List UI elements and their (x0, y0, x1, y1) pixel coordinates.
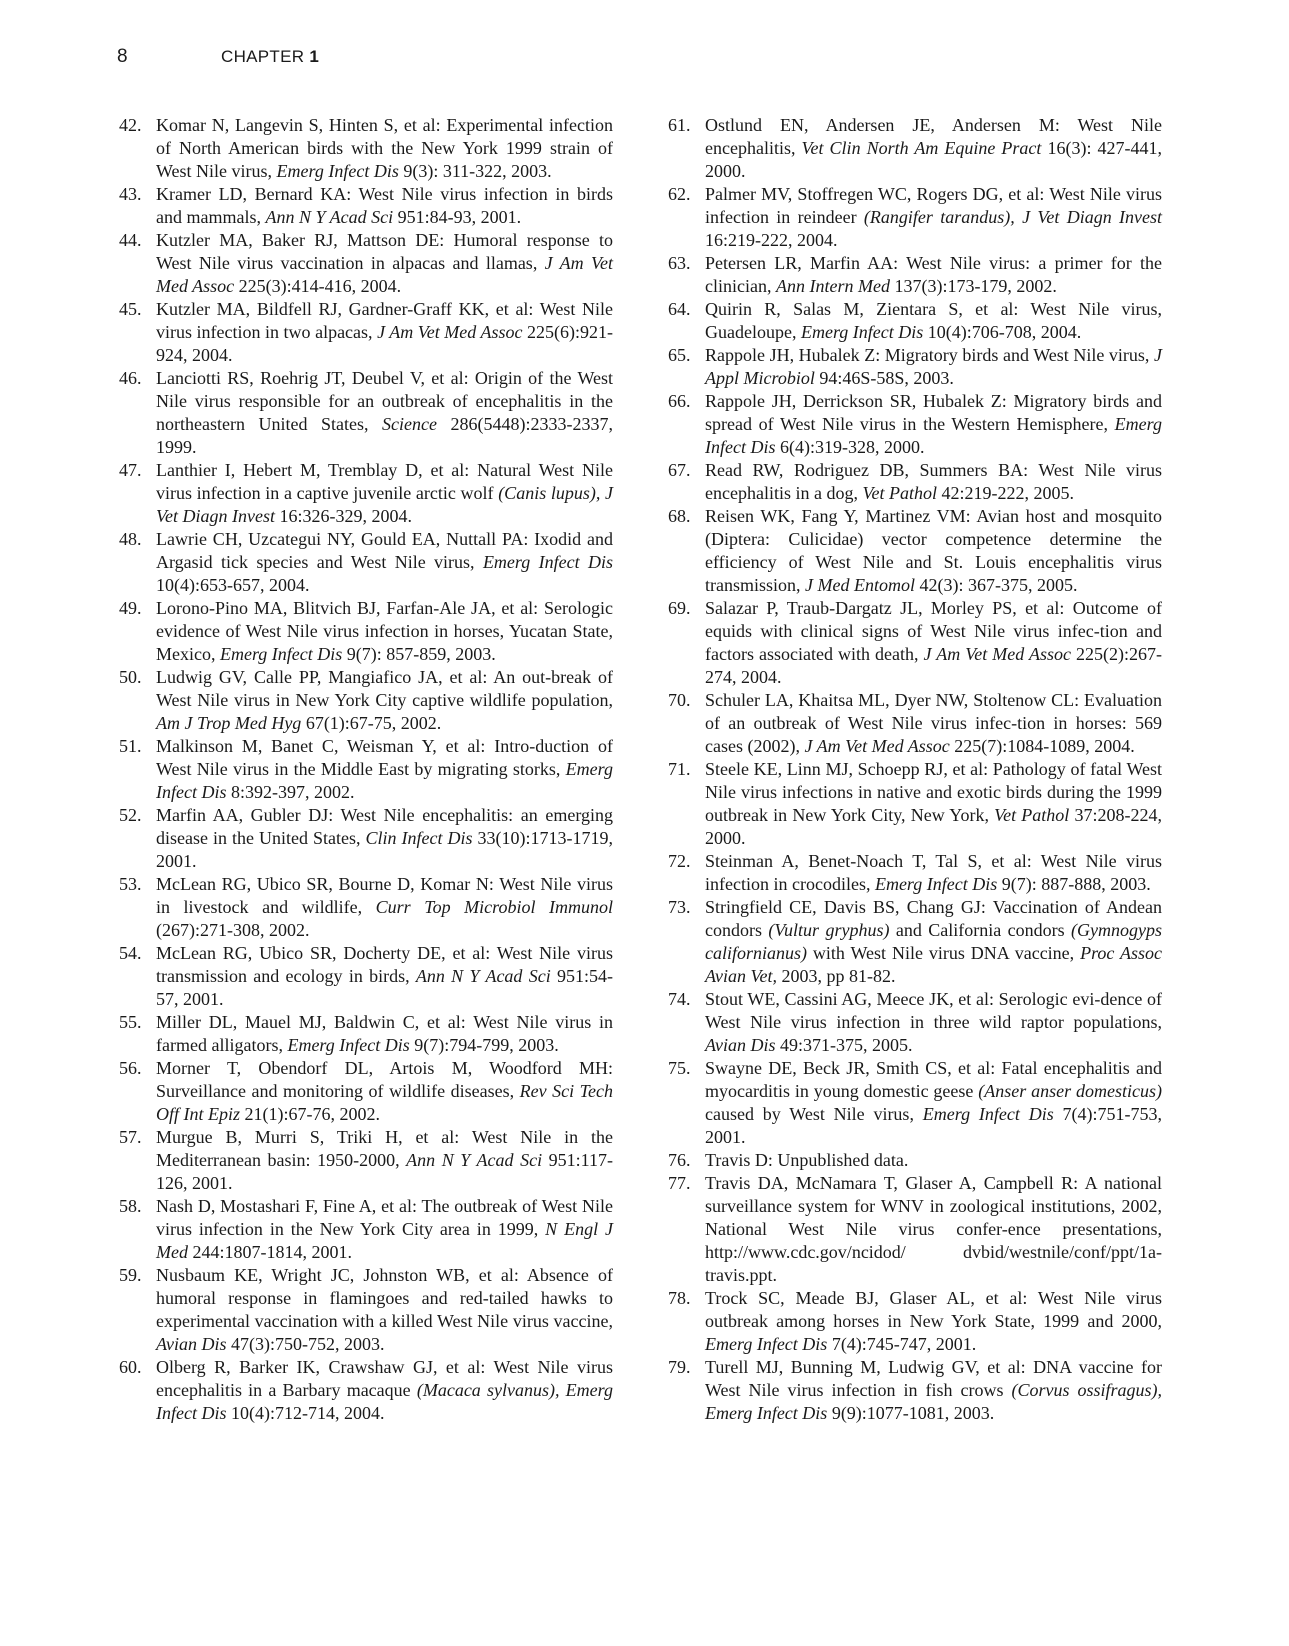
citation-text: 225(2):267-274, 2004. (705, 644, 1162, 687)
journal-title: Proc Assoc Avian Vet, (705, 943, 1162, 986)
reference-text (156, 942, 613, 1011)
journal-title: N Engl J Med (156, 1219, 613, 1262)
citation-text: 67(1):67-75, 2002. (301, 713, 442, 733)
reference-text (705, 1287, 1162, 1356)
journal-title: Rev Sci Tech Off Int Epiz (156, 1081, 613, 1124)
reference-entry (119, 597, 613, 666)
page-number: 8 (117, 46, 128, 67)
reference-number: 57. (119, 1127, 142, 1147)
citation-text: (267):271-308, 2002. (156, 920, 310, 940)
citation-text: Read RW, Rodriguez DB, Summers BA: West Nile virus encephalitis in a dog, (705, 460, 1162, 503)
reference-entry (119, 1264, 613, 1356)
reference-number: 79. (668, 1357, 691, 1377)
reference-entry (668, 758, 1162, 850)
reference-entry (119, 229, 613, 298)
reference-text (705, 505, 1162, 597)
journal-title: Curr Top Microbiol Immunol (375, 897, 613, 917)
journal-title: Vet Pathol (994, 805, 1070, 825)
citation-text: 9(3): 311-322, 2003. (398, 161, 552, 181)
citation-text: Morner T, Obendorf DL, Artois M, Woodford MH: Surveillance and monitoring of wildlife diseases, (156, 1058, 613, 1101)
reference-number: 51. (119, 736, 142, 756)
citation-text: 94:46S-58S, 2003. (814, 368, 954, 388)
reference-text (705, 689, 1162, 758)
citation-text: 9(7): 857-859, 2003. (342, 644, 496, 664)
reference-number: 54. (119, 943, 142, 963)
reference-text (156, 1356, 613, 1425)
journal-title: Ann Intern Med (775, 276, 890, 296)
reference-number: 69. (668, 598, 691, 618)
journal-title: (Rangifer tarandus), J Vet Diagn Invest (863, 207, 1163, 227)
reference-entry (119, 1057, 613, 1126)
reference-number: 66. (668, 391, 691, 411)
reference-entry (119, 114, 613, 183)
citation-text: 16:219-222, 2004. (705, 230, 838, 250)
reference-number: 75. (668, 1058, 691, 1078)
citation-text: Travis D: Unpublished data. (705, 1150, 909, 1170)
reference-number: 77. (668, 1173, 691, 1193)
reference-text (705, 459, 1162, 505)
reference-entry (119, 528, 613, 597)
reference-entry (119, 804, 613, 873)
journal-title: J Am Vet Med Assoc (804, 736, 950, 756)
journal-title: Avian Dis (705, 1035, 776, 1055)
reference-number: 63. (668, 253, 691, 273)
journal-title: Ann N Y Acad Sci (415, 966, 551, 986)
reference-text (705, 183, 1162, 252)
citation-text: McLean RG, Ubico SR, Docherty DE, et al: West Nile virus transmission and ecology in birds, (156, 943, 613, 986)
citation-text: Komar N, Langevin S, Hinten S, et al: Experimental infection of North American birds with the New York 1999 strain of West Nile virus, (156, 115, 613, 181)
references-left-column (119, 114, 613, 1425)
citation-text: 7(4):751-753, 2001. (705, 1104, 1163, 1147)
reference-number: 61. (668, 115, 691, 135)
citation-text: 8:392-397, 2002. (226, 782, 355, 802)
reference-entry (668, 183, 1162, 252)
citation-text: Lanthier I, Hebert M, Tremblay D, et al: Natural West Nile virus infection in a captive juvenile arctic wolf (156, 460, 613, 503)
citation-text: Olberg R, Barker IK, Crawshaw GJ, et al: West Nile virus encephalitis in a Barbary macaque (156, 1357, 613, 1400)
citation-text: 951:54-57, 2001. (156, 966, 613, 1009)
citation-text: 6(4):319-328, 2000. (775, 437, 925, 457)
journal-title: Avian Dis (156, 1334, 227, 1354)
journal-title: J Am Vet Med Assoc (923, 644, 1071, 664)
citation-text: Rappole JH, Hubalek Z: Migratory birds and West Nile virus, (705, 345, 1154, 365)
citation-text: McLean RG, Ubico SR, Bourne D, Komar N: West Nile virus in livestock and wildlife, (156, 874, 613, 917)
reference-number: 47. (119, 460, 142, 480)
citation-text: Nash D, Mostashari F, Fine A, et al: The outbreak of West Nile virus infection in the New York City area in 1999, (156, 1196, 613, 1239)
citation-text: 951:84-93, 2001. (393, 207, 522, 227)
journal-title: Emerg Infect Dis (482, 552, 613, 572)
reference-entry (119, 942, 613, 1011)
reference-entry (119, 459, 613, 528)
reference-text (156, 597, 613, 666)
reference-entry (119, 298, 613, 367)
citation-text: Stringfield CE, Davis BS, Chang GJ: Vaccination of Andean condors (705, 897, 1162, 940)
citation-text: Swayne DE, Beck JR, Smith CS, et al: Fatal encephalitis and myocarditis in young domestic geese (705, 1058, 1162, 1101)
citation-text: Reisen WK, Fang Y, Martinez VM: Avian host and mosquito (Diptera: Culicidae) vector competence determine the efficiency of West Nile and St. Louis encephalitis virus transmission, (705, 506, 1162, 595)
journal-title: Science (382, 414, 437, 434)
citation-text: Lanciotti RS, Roehrig JT, Deubel V, et al: Origin of the West Nile virus responsible for an outbreak of encephalitis in the northeastern United States, (156, 368, 613, 434)
reference-number: 76. (668, 1150, 691, 1170)
journal-title: Emerg Infect Dis (705, 1334, 828, 1354)
reference-entry (119, 183, 613, 229)
chapter-label (221, 47, 319, 67)
reference-number: 71. (668, 759, 691, 779)
reference-number: 65. (668, 345, 691, 365)
journal-title: (Gymnogyps californianus) (705, 920, 1162, 963)
reference-entry (668, 390, 1162, 459)
citation-text: 225(6):921-924, 2004. (156, 322, 613, 365)
reference-text (705, 988, 1162, 1057)
citation-text: with West Nile virus DNA vaccine, (807, 943, 1081, 963)
reference-entry (668, 988, 1162, 1057)
reference-number: 60. (119, 1357, 142, 1377)
citation-text: 2003, pp 81-82. (776, 966, 896, 986)
reference-text (156, 459, 613, 528)
reference-number: 45. (119, 299, 142, 319)
citation-text: 42:219-222, 2005. (936, 483, 1074, 503)
reference-text (156, 528, 613, 597)
citation-text: 244:1807-1814, 2001. (187, 1242, 352, 1262)
reference-entry (119, 1195, 613, 1264)
journal-title: (Macaca sylvanus), Emerg Infect Dis (156, 1380, 613, 1423)
journal-title: J Med Entomol (805, 575, 915, 595)
reference-entry (668, 1287, 1162, 1356)
journal-title: Emerg Infect Dis (800, 322, 924, 342)
page-header (117, 46, 319, 76)
journal-title: (Anser anser domesticus) (978, 1081, 1162, 1101)
reference-entry (119, 1356, 613, 1425)
reference-text (156, 183, 613, 229)
reference-entry (668, 597, 1162, 689)
journal-title: Vet Clin North Am Equine Pract (801, 138, 1042, 158)
citation-text: 7(4):745-747, 2001. (827, 1334, 977, 1354)
journal-title: Emerg Infect Dis (287, 1035, 410, 1055)
journal-title: Emerg Infect Dis (276, 161, 399, 181)
citation-text: Schuler LA, Khaitsa ML, Dyer NW, Stoltenow CL: Evaluation of an outbreak of West Nile virus infec-tion in horses: 569 cases (2002), (705, 690, 1162, 756)
journal-title: Emerg Infect Dis (874, 874, 998, 894)
reference-number: 46. (119, 368, 142, 388)
reference-entry (119, 367, 613, 459)
reference-text (705, 1356, 1162, 1425)
citation-text: and California condors (889, 920, 1072, 940)
citation-text: Salazar P, Traub-Dargatz JL, Morley PS, et al: Outcome of equids with clinical signs of West Nile virus infec-tion and factors associated with death, (705, 598, 1162, 664)
reference-number: 74. (668, 989, 691, 1009)
reference-text (705, 114, 1162, 183)
reference-entry (668, 114, 1162, 183)
citation-text: 9(7): 887-888, 2003. (997, 874, 1151, 894)
journal-title: Ann N Y Acad Sci (406, 1150, 543, 1170)
reference-entry (668, 1356, 1162, 1425)
reference-text (156, 735, 613, 804)
citation-text: Marfin AA, Gubler DJ: West Nile encephalitis: an emerging disease in the United States, (156, 805, 613, 848)
reference-text (705, 896, 1162, 988)
reference-entry (119, 1011, 613, 1057)
citation-text: Malkinson M, Banet C, Weisman Y, et al: Intro-duction of West Nile virus in the Middle East by migrating storks, (156, 736, 613, 779)
reference-number: 62. (668, 184, 691, 204)
reference-number: 73. (668, 897, 691, 917)
citation-text: Stout WE, Cassini AG, Meece JK, et al: Serologic evi-dence of West Nile virus infection in three wild raptor populations, (705, 989, 1162, 1032)
reference-text (156, 666, 613, 735)
reference-text (156, 229, 613, 298)
reference-text (156, 1195, 613, 1264)
reference-text (705, 344, 1162, 390)
citation-text: 37:208-224, 2000. (705, 805, 1162, 848)
citation-text: 47(3):750-752, 2003. (226, 1334, 385, 1354)
reference-entry (668, 1057, 1162, 1149)
reference-number: 43. (119, 184, 142, 204)
citation-text: Ludwig GV, Calle PP, Mangiafico JA, et al: An out-break of West Nile virus in New York City captive wildlife population, (156, 667, 613, 710)
reference-text (705, 1057, 1162, 1149)
citation-text: Steinman A, Benet-Noach T, Tal S, et al: West Nile virus infection in crocodiles, (705, 851, 1162, 894)
citation-text: Rappole JH, Derrickson SR, Hubalek Z: Migratory birds and spread of West Nile virus in the Western Hemisphere, (705, 391, 1162, 434)
reference-number: 50. (119, 667, 142, 687)
reference-text (705, 850, 1162, 896)
citation-text: Kramer LD, Bernard KA: West Nile virus infection in birds and mammals, (156, 184, 613, 227)
reference-text (156, 804, 613, 873)
reference-text (705, 758, 1162, 850)
citation-text: 33(10):1713-1719, 2001. (156, 828, 613, 871)
reference-entry (668, 689, 1162, 758)
reference-text (156, 1264, 613, 1356)
reference-number: 55. (119, 1012, 142, 1032)
reference-entry (668, 505, 1162, 597)
reference-text (156, 114, 613, 183)
reference-text (156, 367, 613, 459)
journal-title: Ann N Y Acad Sci (265, 207, 394, 227)
journal-title: Clin Infect Dis (365, 828, 473, 848)
citation-text: 16:326-329, 2004. (274, 506, 412, 526)
chapter-word: CHAPTER (221, 47, 305, 66)
reference-number: 78. (668, 1288, 691, 1308)
journal-title: J Am Vet Med Assoc (156, 253, 614, 296)
reference-entry (119, 873, 613, 942)
chapter-number: 1 (309, 47, 320, 66)
citation-text: Trock SC, Meade BJ, Glaser AL, et al: West Nile virus outbreak among horses in New York State, 1999 and 2000, (705, 1288, 1162, 1331)
journal-title: Emerg Infect Dis (922, 1104, 1054, 1124)
journal-title: Emerg Infect Dis (219, 644, 343, 664)
citation-text: Kutzler MA, Baker RJ, Mattson DE: Humoral response to West Nile virus vaccination in alpacas and llamas, (156, 230, 613, 273)
citation-text: 16(3): 427-441, 2000. (705, 138, 1163, 181)
journal-title: Emerg Infect Dis (705, 414, 1162, 457)
reference-number: 58. (119, 1196, 142, 1216)
reference-number: 72. (668, 851, 691, 871)
citation-text: 10(4):706-708, 2004. (923, 322, 1082, 342)
reference-number: 67. (668, 460, 691, 480)
citation-text: 286(5448):2333-2337, 1999. (156, 414, 614, 457)
reference-number: 70. (668, 690, 691, 710)
reference-number: 53. (119, 874, 142, 894)
citation-text: 225(3):414-416, 2004. (234, 276, 402, 296)
reference-text (156, 298, 613, 367)
reference-entry (119, 666, 613, 735)
reference-entry (119, 1126, 613, 1195)
journal-title: (Corvus ossifragus), Emerg Infect Dis (705, 1380, 1162, 1423)
citation-text: 49:371-375, 2005. (775, 1035, 913, 1055)
citation-text: 137(3):173-179, 2002. (889, 276, 1057, 296)
reference-number: 68. (668, 506, 691, 526)
reference-entry (668, 896, 1162, 988)
citation-text: Lorono-Pino MA, Blitvich BJ, Farfan-Ale JA, et al: Serologic evidence of West Nile virus infection in horses, Yucatan State, Mexico, (156, 598, 613, 664)
citation-text: Miller DL, Mauel MJ, Baldwin C, et al: West Nile virus in farmed alligators, (156, 1012, 613, 1055)
citation-text: Palmer MV, Stoffregen WC, Rogers DG, et al: West Nile virus infection in reindeer (705, 184, 1162, 227)
reference-text (705, 298, 1162, 344)
reference-number: 64. (668, 299, 691, 319)
citation-text: Nusbaum KE, Wright JC, Johnston WB, et al: Absence of humoral response in flamingoes and red-tailed hawks to experimental vaccination with a killed West Nile virus vaccine, (156, 1265, 613, 1331)
reference-text (705, 1172, 1162, 1287)
citation-text: Steele KE, Linn MJ, Schoepp RJ, et al: Pathology of fatal West Nile virus infections in native and exotic birds during the 1999 outbreak in New York City, New York, (705, 759, 1162, 825)
citation-text: Quirin R, Salas M, Zientara S, et al: West Nile virus, Guadeloupe, (705, 299, 1162, 342)
citation-text: 10(4):653-657, 2004. (156, 575, 310, 595)
reference-text (156, 1057, 613, 1126)
citation-text: 42(3): 367-375, 2005. (914, 575, 1078, 595)
citation-text: Kutzler MA, Bildfell RJ, Gardner-Graff KK, et al: West Nile virus infection in two alpacas, (156, 299, 613, 342)
reference-number: 49. (119, 598, 142, 618)
citation-text: 21(1):67-76, 2002. (240, 1104, 380, 1124)
reference-number: 52. (119, 805, 142, 825)
reference-text (705, 597, 1162, 689)
journal-title: Emerg Infect Dis (156, 759, 613, 802)
citation-text: 225(7):1084-1089, 2004. (949, 736, 1135, 756)
citation-text: Murgue B, Murri S, Triki H, et al: West Nile in the Mediterranean basin: 1950-2000, (156, 1127, 613, 1170)
journal-title: (Vultur gryphus) (768, 920, 890, 940)
references-right-column (668, 114, 1162, 1425)
citation-text: Turell MJ, Bunning M, Ludwig GV, et al: DNA vaccine for West Nile virus infection in fish crows (705, 1357, 1162, 1400)
reference-text (705, 252, 1162, 298)
reference-number: 44. (119, 230, 142, 250)
journal-title: J Am Vet Med Assoc (377, 322, 523, 342)
reference-entry (668, 1149, 1162, 1172)
citation-text: 951:117-126, 2001. (156, 1150, 614, 1193)
reference-entry (668, 298, 1162, 344)
reference-number: 48. (119, 529, 142, 549)
reference-text (156, 873, 613, 942)
citation-text: caused by West Nile virus, (705, 1104, 923, 1124)
journal-title: J Appl Microbiol (705, 345, 1162, 388)
reference-text (156, 1126, 613, 1195)
reference-entry (119, 735, 613, 804)
reference-text (705, 1149, 1162, 1172)
reference-number: 59. (119, 1265, 142, 1285)
citation-text: Ostlund EN, Andersen JE, Andersen M: West Nile encephalitis, (705, 115, 1162, 158)
citation-text: Petersen LR, Marfin AA: West Nile virus: a primer for the clinician, (705, 253, 1162, 296)
journal-title: (Canis lupus), J Vet Diagn Invest (156, 483, 614, 526)
citation-text: 10(4):712-714, 2004. (226, 1403, 385, 1423)
reference-number: 56. (119, 1058, 142, 1078)
reference-entry (668, 252, 1162, 298)
reference-number: 42. (119, 115, 142, 135)
reference-text (156, 1011, 613, 1057)
citation-text: Travis DA, McNamara T, Glaser A, Campbell R: A national surveillance system for WNV in zoological institutions, 2002, National West Nile virus confer-ence presentations, http://www.cdc.gov/ncidod/ dvbid/westnile/conf/ppt/1a-travis.ppt. (705, 1173, 1162, 1285)
reference-entry (668, 459, 1162, 505)
journal-title: Am J Trop Med Hyg (156, 713, 302, 733)
reference-entry (668, 1172, 1162, 1287)
reference-text (705, 390, 1162, 459)
citation-text: 9(9):1077-1081, 2003. (827, 1403, 995, 1423)
citation-text: 9(7):794-799, 2003. (409, 1035, 559, 1055)
citation-text: Lawrie CH, Uzcategui NY, Gould EA, Nuttall PA: Ixodid and Argasid tick species and West Nile virus, (156, 529, 613, 572)
reference-entry (668, 850, 1162, 896)
journal-title: Vet Pathol (862, 483, 937, 503)
reference-entry (668, 344, 1162, 390)
